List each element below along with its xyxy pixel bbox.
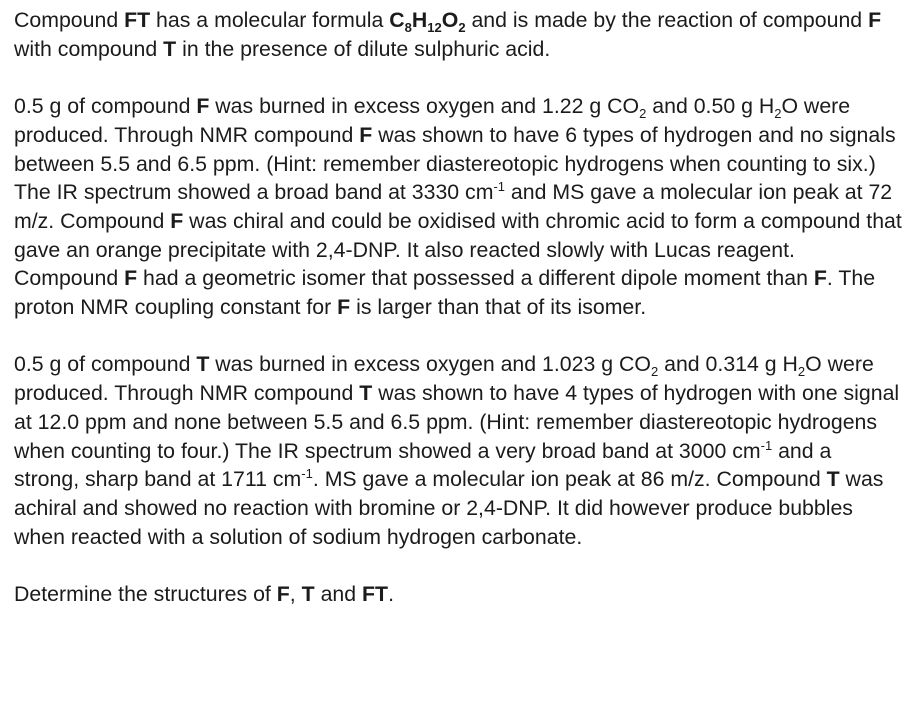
text: and MS gave a molecular ion peak at 72 m/z. Compound <box>14 180 893 233</box>
element-symbol: C <box>389 8 405 32</box>
text: had a geometric isomer that possessed a different dipole moment than <box>137 266 814 291</box>
subscript: 2 <box>774 106 782 122</box>
superscript: -1 <box>301 466 313 482</box>
text: 0.5 g of compound <box>14 352 197 377</box>
text: was achiral and showed no reaction with bromine or 2,4-DNP. It did however produce bubbles when reacted with a solution of sodium hydrogen carbonate. <box>14 467 884 549</box>
compound-label: T <box>196 352 210 377</box>
text: and 0.50 g H <box>646 94 775 119</box>
text: 0.5 g of compound <box>14 94 197 119</box>
compound-label: T <box>359 381 373 406</box>
compound-label: F <box>868 8 882 32</box>
text: O were produced. Through NMR compound <box>14 94 851 147</box>
text: was chiral and could be oxidised with chromic acid to form a compound that gave an orange precipitate with 2,4-DNP. It also reacted slowly with Lucas reagent. Compound <box>14 208 902 291</box>
element-symbol: O <box>441 8 459 32</box>
text: . MS gave a molecular ion peak at 86 m/z. Compound <box>312 467 827 492</box>
text: and 0.314 g H <box>658 352 798 377</box>
superscript: -1 <box>760 437 773 453</box>
text: and <box>314 582 363 607</box>
text: Compound <box>14 8 125 32</box>
text: in the presence of dilute sulphuric acid. <box>176 36 551 61</box>
subscript: 12 <box>427 20 442 35</box>
superscript: -1 <box>493 179 506 195</box>
text: and is made by the reaction of compound <box>465 8 869 32</box>
compound-label: F <box>170 208 184 233</box>
compound-label: F <box>359 122 373 147</box>
paragraph-intro <box>14 6 902 63</box>
subscript: 2 <box>458 20 466 35</box>
text: and a strong, sharp band at 1711 cm <box>14 438 832 492</box>
compound-label: T <box>163 36 177 61</box>
paragraph-compound-f <box>14 92 902 322</box>
text: was burned in excess oxygen and 1.023 g CO <box>209 352 651 377</box>
text: Determine the structures of <box>14 582 277 607</box>
text: , <box>289 582 302 607</box>
text: O were produced. Through NMR compound <box>14 352 874 406</box>
problem-text <box>14 6 902 609</box>
element-symbol: H <box>411 8 428 32</box>
molecular-formula <box>389 8 466 35</box>
compound-label: F <box>813 266 827 291</box>
subscript: 2 <box>639 106 647 122</box>
text: is larger than that of its isomer. <box>350 295 647 320</box>
compound-label: F <box>276 582 290 607</box>
compound-label: F <box>124 266 138 291</box>
subscript: 8 <box>404 20 412 35</box>
text: . <box>388 582 394 607</box>
compound-label: F <box>196 94 210 119</box>
compound-label: F <box>337 295 351 320</box>
text: . The proton NMR coupling constant for <box>14 266 876 320</box>
text: with compound <box>14 36 164 61</box>
paragraph-compound-t <box>14 350 902 551</box>
text: was burned in excess oxygen and 1.22 g CO <box>209 94 640 119</box>
compound-label: FT <box>124 8 151 32</box>
compound-label: T <box>826 467 840 492</box>
subscript: 2 <box>650 364 659 380</box>
subscript: 2 <box>797 364 806 380</box>
compound-label: FT <box>362 582 389 607</box>
text: was shown to have 6 types of hydrogen and no signals between 5.5 and 6.5 ppm. (Hint: remember diastereotopic hydrogens when counting to six.) The IR spectrum showed a broad band at 3330 cm <box>14 122 896 205</box>
compound-label: T <box>301 582 315 607</box>
text: has a molecular formula <box>150 8 390 32</box>
text: was shown to have 4 types of hydrogen with one signal at 12.0 ppm and none between 5.5 and 6.5 ppm. (Hint: remember diastereotopic hydrogens when counting to four.) The IR spectrum showed a very broad band at 3000 cm <box>14 381 900 463</box>
paragraph-question <box>14 580 902 609</box>
